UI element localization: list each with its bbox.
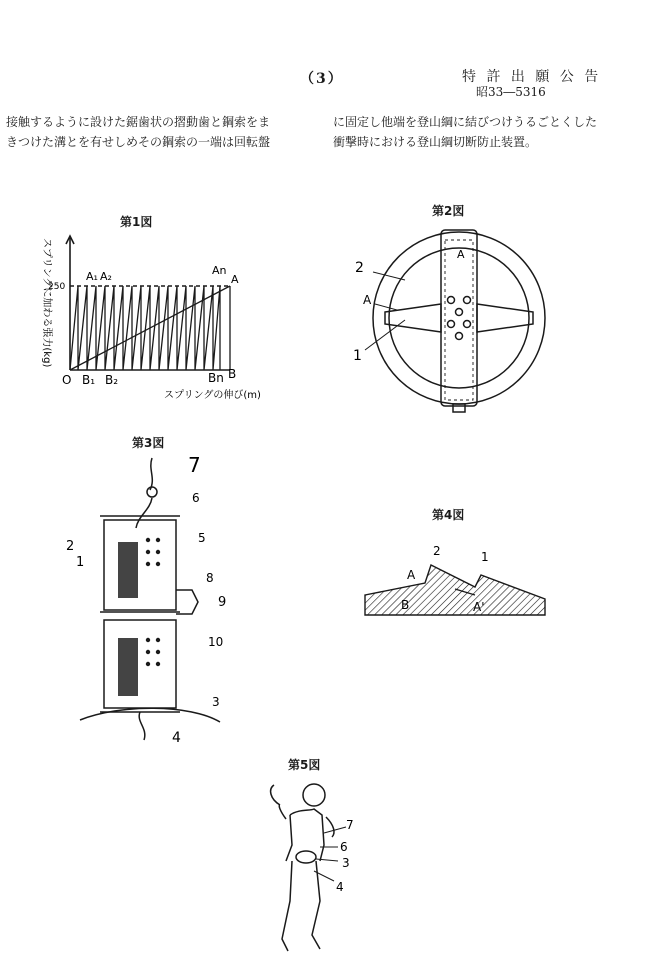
fig4-label: 2 xyxy=(433,544,441,558)
fig1-graph xyxy=(30,230,290,410)
fig5-label: 6 xyxy=(340,840,348,854)
text-column-left xyxy=(6,112,306,152)
fig5-label: 3 xyxy=(342,856,350,870)
fig3-upper-drum xyxy=(104,520,176,610)
text-column-right xyxy=(333,112,643,152)
fig2-inner-ring xyxy=(389,248,529,388)
fig1-label: B₂ xyxy=(105,373,119,387)
fig1-label: B xyxy=(228,367,237,381)
fig5-right-leg xyxy=(312,861,320,949)
fig3-label: 1 xyxy=(76,555,85,570)
fig3-drawing xyxy=(60,450,260,750)
fig1-label: B₁ xyxy=(82,373,96,387)
text-line: 衝撃時における登山綱切断防止装置。 xyxy=(333,135,538,149)
fig5-raised-arm xyxy=(271,785,280,805)
fig1-y-tick: 250 xyxy=(48,282,66,292)
fig1-sawtooth xyxy=(70,286,220,370)
fig2-label: A xyxy=(457,248,465,261)
fig2-right-arm xyxy=(477,304,533,332)
fig5-label: 4 xyxy=(336,880,344,894)
fig3-label: 9 xyxy=(218,595,227,610)
fig5-device xyxy=(296,851,316,863)
fig1-label: An xyxy=(212,264,227,277)
fig5-head xyxy=(303,784,325,806)
publication-title: 特 許 出 願 公 告 xyxy=(462,69,602,85)
fig4-label: B xyxy=(401,598,410,612)
fig3-rope xyxy=(150,458,152,490)
fig2-bottom-tab xyxy=(453,404,465,412)
fig4-label: A xyxy=(407,568,416,582)
text-line: 接触するように設けた鋸歯状の摺動歯と鋼索をま xyxy=(6,115,271,129)
fig2-caption: 第2図 xyxy=(432,204,465,218)
fig3-label: 8 xyxy=(206,571,214,585)
fig4-caption: 第4図 xyxy=(432,508,465,522)
fig1-y-axis-label: スプリングに加わる張力(kg) xyxy=(41,238,52,368)
fig5-caption: 第5図 xyxy=(288,758,321,772)
fig3-bolt xyxy=(176,590,198,614)
fig4-drawing xyxy=(355,535,555,625)
fig2-label: 1 xyxy=(353,348,362,364)
fig3-lower-drum xyxy=(104,620,176,708)
fig3-label: 2 xyxy=(66,539,75,554)
fig3-label: 7 xyxy=(188,453,201,477)
fig2-label: 2 xyxy=(355,260,364,276)
fig3-caption: 第3図 xyxy=(132,436,165,450)
fig1-x-axis-label: スプリングの伸び(m) xyxy=(164,390,261,401)
fig3-label: 3 xyxy=(212,695,220,709)
fig5-left-leg xyxy=(282,861,292,951)
publication-number: 昭33―5316 xyxy=(476,85,546,99)
fig5-label: 7 xyxy=(346,818,354,832)
fig1-label: Bn xyxy=(208,371,224,385)
fig1-label: A₁ xyxy=(86,270,98,283)
fig3-label: 5 xyxy=(198,531,206,545)
fig1-label: A xyxy=(231,273,239,286)
text-line: に固定し他端を登山綱に結びつけうるごとくした xyxy=(333,115,598,129)
text-line: きつけた溝とを有せしめその鋼索の一端は回転盤 xyxy=(6,135,271,149)
fig5-drawing xyxy=(250,775,400,970)
fig3-lower-link xyxy=(139,712,145,740)
fig2-drawing xyxy=(345,220,565,420)
fig3-label: 4 xyxy=(172,730,181,746)
fig2-dashed-path xyxy=(445,240,473,400)
fig2-label: A xyxy=(363,293,372,307)
fig4-saw-teeth xyxy=(365,565,545,615)
fig1-label: O xyxy=(62,373,72,387)
fig1-label: A₂ xyxy=(100,270,112,283)
fig4-label: A' xyxy=(473,600,485,614)
fig4-label: 1 xyxy=(481,550,489,564)
fig1-caption: 第1図 xyxy=(120,215,153,229)
fig3-label: 6 xyxy=(192,491,200,505)
fig2-left-arm xyxy=(385,304,441,332)
fig3-label: 10 xyxy=(208,635,224,649)
page-number: （3） xyxy=(300,71,344,87)
